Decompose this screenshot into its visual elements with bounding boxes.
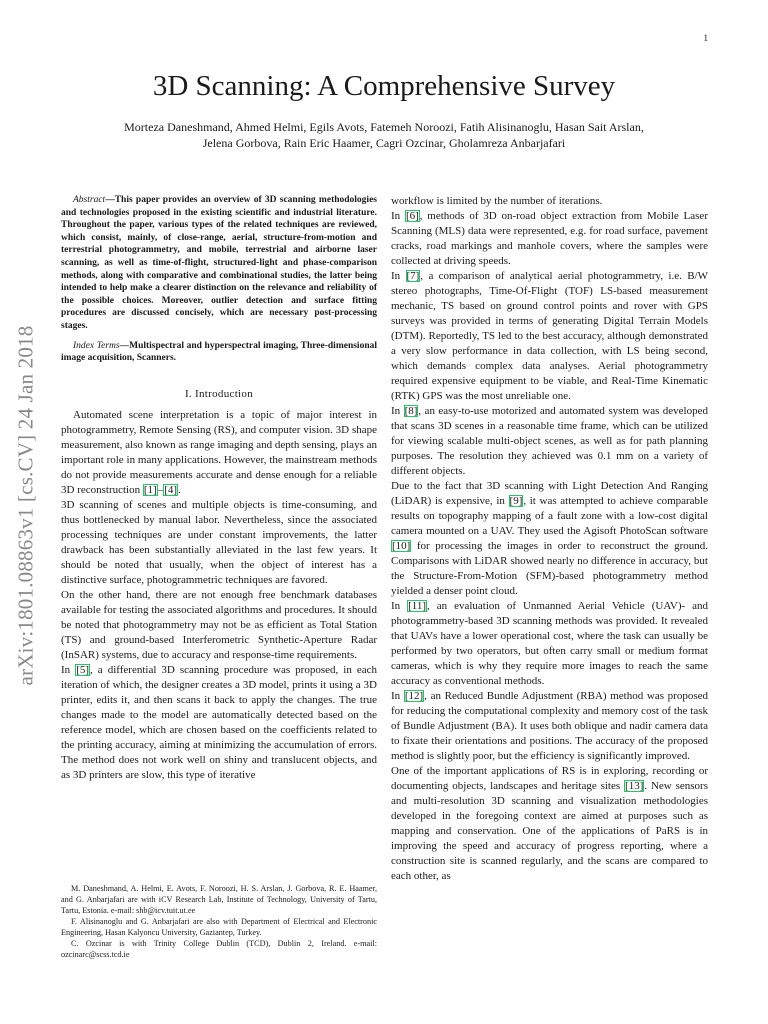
abstract <box>61 194 377 333</box>
footnote-affiliation-3: C. Ozcinar is with Trinity College Dublin (TCD), Dublin 2, Ireland. e-mail: ozcinarc@scss.tcd.ie <box>61 939 377 959</box>
citation-11[interactable]: [11] <box>408 600 427 612</box>
arxiv-stamp-text: arXiv:1801.08863v1 [cs.CV] 24 Jan 2018 <box>13 325 38 685</box>
index-terms-lead: Index Terms <box>73 340 120 351</box>
citation-10[interactable]: [10] <box>392 540 411 552</box>
body-paragraph-9: Due to the fact that 3D scanning with Light Detection And Ranging (LiDAR) is expensive, in [9], it was attempted to achieve comparable results on topography mapping of a fault zone with a low-cost digital camera mounted on a UAV. They used the Agisoft PhotoScan software [10] for processing the images in order to reconstruct the ground. Comparisons with LiDAR showed nearly no difference in accuracy, but the Structure-From-Motion (SFM)-based photogrammetry method yielded a denser point cloud. <box>391 480 708 597</box>
author-list <box>60 119 708 151</box>
footnote-affiliation-1: M. Daneshmand, A. Helmi, E. Avots, F. Noroozi, H. S. Arslan, J. Gorbova, R. E. Haamer, and G. Anbarjafari are with iCV Research Lab, Institute of Technology, University of Tartu, Tartu, Estonia. e-mail: shb@icv.tuit.ut.ee <box>61 884 377 915</box>
intro-paragraph-1: Automated scene interpretation is a topic of major interest in photogrammetry, Remote Sensing (RS), and computer vision. 3D shape measurement, also known as range imaging and depth sensing, plays an important role in many applications. However, the mainstream methods do not provide measurements accurate and dense enough for a reliable 3D reconstruction [1]–[4]. <box>61 408 377 496</box>
index-terms <box>61 340 377 365</box>
body-paragraph-11: In [11], an evaluation of Unmanned Aerial Vehicle (UAV)- and photogrammetry-based 3D scanning methods was provided. It revealed that UAVs have a lower operational cost, where the task can usually be performed by two operators, but often carry small or medium format cameras, which is why they require more images to reach the same accuracy as conventional methods. <box>391 600 708 687</box>
section-heading-introduction: I. Introduction <box>184 387 254 400</box>
left-column <box>61 194 377 783</box>
abstract-lead: Abstract <box>73 195 106 205</box>
intro-paragraph-2: 3D scanning of scenes and multiple objects is time-consuming, and thus bottlenecked by manual labor. Nevertheless, since the associated processing techniques are under constant improvements, the latter drawback has been substantially alleviated in the last few years. It should be noted that usually, when the object of interest has a distinctive surface, photogrammetric techniques are favored. <box>61 498 377 586</box>
citation-8[interactable]: [8] <box>404 405 418 417</box>
intro-paragraph-3: On the other hand, there are not enough free benchmark databases available for testing the associated algorithms and procedures. It should be noted that photogrammetry may not be as efficient as Total Station (TS) and ground-based Interferometric Synthetic-Aperture Radar (InSAR) systems, due to accuracy and response-time requirements. <box>61 588 377 661</box>
paper-title: 3D Scanning: A Comprehensive Survey <box>152 70 616 102</box>
index-terms-text: —Multispectral and hyperspectral imaging, Three-dimensional image acquisition, Scanners. <box>61 340 377 364</box>
arxiv-stamp <box>2 275 50 735</box>
citation-1[interactable]: [1] <box>143 483 157 496</box>
intro-paragraph-4: In [5], a differential 3D scanning procedure was proposed, in each iteration of which, the designer creates a 3D model, prints it using a 3D printer, edits it, and then scans it back to apply the changes. The true changes made to the model are automatically detected based on the reference model, which are chosen based on the coefficients related to the printing accuracy, aiming at minimizing the accumulation of errors. The method does not work well on shiny and translucent objects, and as 3D printers are slow, this type of iterative <box>61 663 377 781</box>
body-paragraph-6: In [6], methods of 3D on-road object extraction from Mobile Laser Scanning (MLS) data were represented, e.g. for road surface, pavement cracks, road markings and manhole covers, where the samples were collected at driving speeds. <box>391 210 708 267</box>
abstract-text: —This paper provides an overview of 3D scanning methodologies and technologies proposed in the existing scientific and industrial literature. Throughout the paper, various types of the related techniques are reviewed, which consist, mainly, of close-range, aerial, structure-from-motion and terrestrial photogrammetry, and mobile, terrestrial and airborne laser scanning, as well as time-of-flight, structured-light and phase-comparison methods, along with comparative and combinational studies, the latter being intended to help make a clearer distinction on the relevance and reliability of the possible choices. Moreover, outlier detection and surface fitting procedures are discussed concisely, which are necessary post-processing stages. <box>61 195 377 331</box>
citation-12[interactable]: [12] <box>404 690 424 702</box>
citation-6[interactable]: [6] <box>405 210 419 222</box>
body-paragraph-12: In [12], an Reduced Bundle Adjustment (RBA) method was proposed for reducing the computational complexity and memory cost of the task of Bundle Adjustment (BA). It uses both oblique and nadir camera data to fixate their orientations and positions. The accuracy of the proposed method is slightly poor, but the efficiency is significantly improved. <box>391 690 708 762</box>
right-column <box>391 194 708 884</box>
citation-7[interactable]: [7] <box>406 270 420 282</box>
citation-9[interactable]: [9] <box>509 495 523 507</box>
citation-13[interactable]: [13] <box>625 780 644 792</box>
body-paragraph-8: In [8], an easy-to-use motorized and automated system was developed that scans 3D scenes in a reasonable time frame, which can be utilized for viewing scalable multi-object scenes, as well as for path planning purposes. The resolution they achieved was 0.1 mm on a variety of different objects. <box>391 405 708 477</box>
body-paragraph-continued: workflow is limited by the number of iterations. <box>391 195 603 207</box>
page-number: 1 <box>703 33 708 43</box>
body-paragraph-13: One of the important applications of RS is in exploring, recording or documenting objects, landscapes and heritage sites [13]. New sensors and multi-resolution 3D scanning and visualization methodologies developed in the foregoing context are aimed at purposes such as mapping and conservation. One of the applications of PaRS is in improving the speed and accuracy of progress reporting, where a construction site is scanned regularly, and the scans are compared to each other, as <box>391 765 708 882</box>
citation-5[interactable]: [5] <box>76 663 90 676</box>
footnote-affiliation-2: F. Alisinanoglu and G. Anbarjafari are also with Department of Electrical and Electronic Engineering, Hasan Kalyoncu University, Gaziantep, Turkey. <box>61 917 377 937</box>
citation-4[interactable]: [4] <box>164 483 178 496</box>
footnotes <box>61 883 377 960</box>
authors-line-1: Morteza Daneshmand, Ahmed Helmi, Egils Avots, Fatemeh Noroozi, Fatih Alisinanoglu, Hasan Sait Arslan, <box>124 120 644 134</box>
authors-line-2: Jelena Gorbova, Rain Eric Haamer, Cagri Ozcinar, Gholamreza Anbarjafari <box>202 136 566 150</box>
body-paragraph-7: In [7], a comparison of analytical aerial photogrammetry, i.e. B/W stereo photographs, Time-Of-Flight (TOF) LS-based measurement mechanic, TS based on ground control points and rover with GPS surveys was provided in terms of generating Digital Terrain Models (DTM). Reportedly, TS led to the best accuracy, although demonstrated a very slow performance in data collection, with LS being second, which demands complex data analyses. Aerial photogrammetry required expensive equipment to be viable, and Real-Time Kinematic (RTK) GPS was the most unreliable one. <box>391 270 708 402</box>
